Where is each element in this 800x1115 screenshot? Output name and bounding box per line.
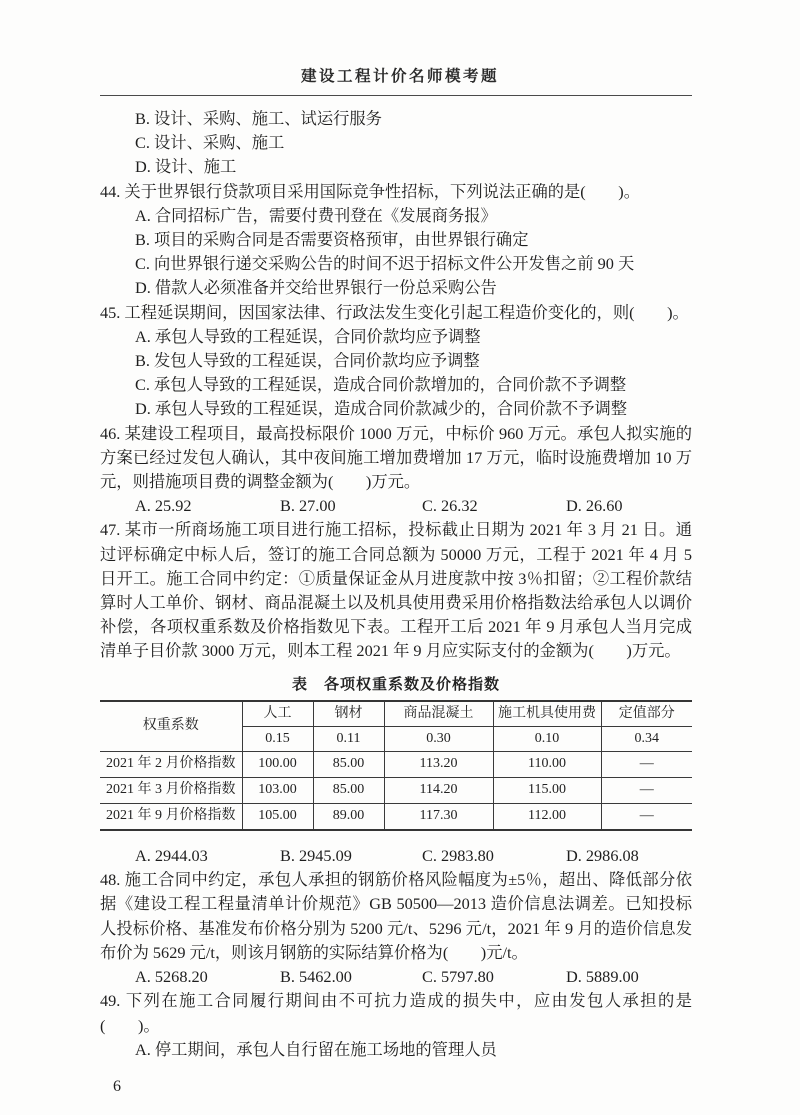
table-weight-cell: 0.10 — [493, 726, 601, 751]
table-row — [100, 804, 692, 831]
table-weight-cell: 0.11 — [313, 726, 384, 751]
exam-table — [100, 700, 692, 831]
option-line: D. 借款人必须准备并交给世界银行一份总采购公告 — [135, 278, 497, 298]
table-header-cell: 商品混凝土 — [384, 701, 493, 727]
option-item: A. 2944.03 — [135, 846, 208, 866]
table-cell: — — [601, 752, 692, 778]
table-weight-cell: 0.30 — [384, 726, 493, 751]
table-row — [100, 778, 692, 804]
table-cell: 89.00 — [313, 804, 384, 831]
option-item: A. 25.92 — [135, 496, 192, 516]
options-row — [100, 844, 692, 868]
option-line: C. 设计、采购、施工 — [135, 133, 285, 153]
option-item: C. 26.32 — [422, 496, 478, 516]
option-line: D. 承包人导致的工程延误，造成合同价款减少的，合同价款不予调整 — [135, 399, 628, 419]
table-row-label: 2021 年 9 月价格指数 — [100, 804, 242, 831]
table-cell: — — [601, 804, 692, 831]
table-header-cell: 施工机具使用费 — [493, 701, 601, 727]
option-line: B. 发包人导致的工程延误，合同价款均应予调整 — [135, 351, 480, 371]
table-weight-cell: 0.34 — [601, 726, 692, 751]
page-content — [100, 107, 692, 1099]
option-item: C. 5797.80 — [422, 967, 494, 987]
question-46-stem: 46. 某建设工程项目，最高投标限价 1000 万元，中标价 960 万元。承包人拟实施的方案已经过发包人确认，其中夜间施工增加费增加 17 万元，临时设施费增加 10 万元，则措施项目费的调整金额为( )万元。 — [100, 423, 692, 492]
table-header-cell: 定值部分 — [601, 701, 692, 727]
table-weight-cell: 0.15 — [242, 726, 313, 751]
table-cell: 85.00 — [313, 752, 384, 778]
table-cell: 85.00 — [313, 778, 384, 804]
page-number: 6 — [113, 1077, 121, 1095]
table-cell: 114.20 — [384, 778, 493, 804]
table-row-label: 2021 年 3 月价格指数 — [100, 778, 242, 804]
table-cell: 117.30 — [384, 804, 493, 831]
option-item: C. 2983.80 — [422, 846, 494, 866]
table-caption: 表 各项权重系数及价格指数 — [291, 675, 500, 693]
option-item: B. 5462.00 — [280, 967, 352, 987]
table-cell: 103.00 — [242, 778, 313, 804]
option-line: A. 合同招标广告，需要付费刊登在《发展商务报》 — [135, 205, 497, 225]
option-line: B. 设计、采购、施工、试运行服务 — [135, 109, 382, 128]
table-cell: 113.20 — [384, 752, 493, 778]
table-cell: — — [601, 778, 692, 804]
option-item: D. 26.60 — [566, 496, 623, 516]
option-item: B. 2945.09 — [280, 846, 352, 866]
option-item: D. 2986.08 — [566, 846, 639, 866]
table-corner-label: 权重系数 — [142, 718, 199, 734]
option-line: C. 向世界银行递交采购公告的时间不迟于招标文件公开发售之前 90 天 — [135, 254, 635, 274]
options-row — [100, 494, 692, 518]
table-cell: 105.00 — [242, 804, 313, 831]
option-line: A. 停工期间，承包人自行留在施工场地的管理人员 — [135, 1039, 497, 1059]
option-item: A. 5268.20 — [135, 967, 208, 987]
option-line: C. 承包人导致的工程延误，造成合同价款增加的，合同价款不予调整 — [135, 375, 627, 395]
option-item: D. 5889.00 — [566, 967, 639, 987]
page-title: 建设工程计价名师模考题 — [300, 68, 499, 85]
table-cell: 110.00 — [493, 752, 601, 778]
option-line: A. 承包人导致的工程延误，合同价款均应予调整 — [135, 326, 481, 346]
question-45-stem: 45. 工程延误期间，因国家法律、行政法发生变化引起工程造价变化的，则( )。 — [100, 302, 689, 322]
table-cell: 115.00 — [493, 778, 601, 804]
question-47-stem: 47. 某市一所商场施工项目进行施工招标，投标截止日期为 2021 年 3 月 21 日。通过评标确定中标人后，签订的施工合同总额为 50000 万元，工程于 2021 年 4 月 5 日开工。施工合同中约定：①质量保证金从月进度款中按 3％扣留；②工程价款结算时人工单价、钢材、商品混凝土以及机具使用费采用价格指数法给承包人以调价补偿，各项权重系数及价格指数见下表。工程开工后 2021 年 9 月承包人当月完成清单子目价款 3000 万元，则本工程 2021 年 9 月应实际支付的金额为( )万元。 — [100, 520, 692, 661]
options-row — [100, 965, 692, 989]
option-line: B. 项目的采购合同是否需要资格预审，由世界银行确定 — [135, 230, 529, 250]
option-item: B. 27.00 — [280, 496, 336, 516]
table-row — [100, 752, 692, 778]
table-cell: 112.00 — [493, 804, 601, 831]
question-49-stem: 49. 下列在施工合同履行期间由不可抗力造成的损失中，应由发包人承担的是( )。 — [100, 991, 692, 1035]
header-rule — [100, 95, 692, 96]
question-48-stem: 48. 施工合同中约定，承包人承担的钢筋价格风险幅度为±5％，超出、降低部分依据《建设工程工程量清单计价规范》GB 50500—2013 造价信息法调差。已知投标人投标价格、基准发布价格分别为 5200 元/t、5296 元/t，2021 年 9 月的造价信息发布价为 5629 元/t，则该月钢筋的实际结算价格为( )元/t。 — [100, 870, 692, 962]
table-row-label: 2021 年 2 月价格指数 — [100, 752, 242, 778]
table-header-cell: 钢材 — [313, 701, 384, 727]
option-line: D. 设计、施工 — [135, 157, 237, 177]
table-cell: 100.00 — [242, 752, 313, 778]
table-header-cell: 人工 — [242, 701, 313, 727]
question-44-stem: 44. 关于世界银行贷款项目采用国际竞争性招标，下列说法正确的是( )。 — [100, 181, 640, 201]
